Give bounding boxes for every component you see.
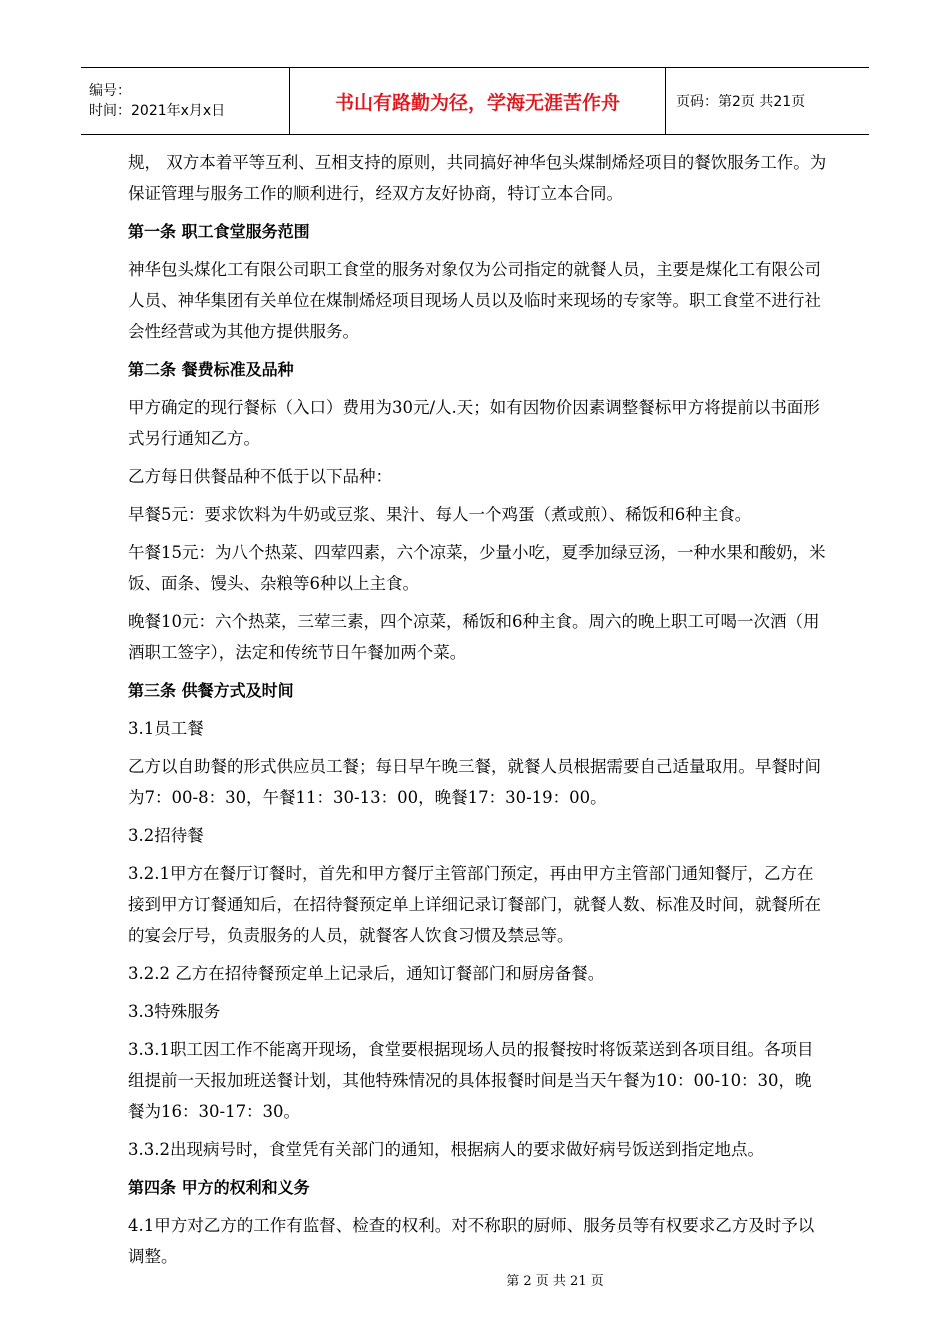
header-time-label: 时间：2021年x月x日 [89,103,226,119]
paragraph: 早餐5元：要求饮料为牛奶或豆浆、果汁、每人一个鸡蛋（煮或煎）、稀饭和6种主食。 [128,505,752,524]
page-footer: 第 2 页 共 21 页 [506,1274,604,1289]
paragraph: 乙方每日供餐品种不低于以下品种： [128,467,392,486]
paragraph: 乙方以自助餐的形式供应员工餐；每日早午晚三餐，就餐人员根据需要自己适量取用。早餐时间为7：00-8：30，午餐11：30-13：00，晚餐17：30-19：00。 [128,757,821,807]
document-body [128,147,828,1272]
paragraph: 3.1员工餐 [128,719,204,738]
paragraph: 规， 双方本着平等互利、互相支持的原则，共同搞好神华包头煤制烯烃项目的餐饮服务工作。为保证管理与服务工作的顺利进行，经双方友好协商，特订立本合同。 [128,153,827,203]
paragraph: 4.1甲方对乙方的工作有监督、检查的权利。对不称职的厨师、服务员等有权要求乙方及时予以调整。 [128,1216,815,1266]
paragraph: 神华包头煤化工有限公司职工食堂的服务对象仅为公司指定的就餐人员，主要是煤化工有限公司人员、神华集团有关单位在煤制烯烃项目现场人员以及临时来现场的专家等。职工食堂不进行社会性经营或为其他方提供服务。 [128,260,821,341]
section-heading: 第四条 甲方的权利和义务 [128,1178,310,1197]
paragraph: 3.2.1甲方在餐厅订餐时，首先和甲方餐厅主管部门预定，再由甲方主管部门通知餐厅，乙方在接到甲方订餐通知后，在招待餐预定单上详细记录订餐部门，就餐人数、标准及时间，就餐所在的宴会厅号，负责服务的人员，就餐客人饮食习惯及禁忌等。 [128,864,821,945]
paragraph: 甲方确定的现行餐标（入口）费用为30元/人.天；如有因物价因素调整餐标甲方将提前以书面形式另行通知乙方。 [128,398,820,448]
header-page-info: 页码：第2页 共21页 [676,94,806,110]
page-header [81,67,869,135]
paragraph: 3.3.1职工因工作不能离开现场，食堂要根据现场人员的报餐按时将饭菜送到各项目组。各项目组提前一天报加班送餐计划，其他特殊情况的具体报餐时间是当天午餐为10：00-10：30，晚餐为16：30-17：30。 [128,1040,814,1121]
header-meta [81,68,290,134]
header-number-label: 编号： [89,83,131,99]
paragraph: 3.2.2 乙方在招待餐预定单上记录后，通知订餐部门和厨房备餐。 [128,964,605,983]
header-motto: 书山有路勤为径，学海无涯苦作舟 [290,68,666,134]
paragraph: 晚餐10元：六个热菜，三荤三素，四个凉菜，稀饭和6种主食。周六的晚上职工可喝一次酒（用酒职工签字），法定和传统节日午餐加两个菜。 [128,612,820,662]
section-heading: 第二条 餐费标准及品种 [128,360,294,379]
section-heading: 第三条 供餐方式及时间 [128,681,294,700]
section-heading: 第一条 职工食堂服务范围 [128,222,310,241]
paragraph: 3.2招待餐 [128,826,204,845]
paragraph: 午餐15元：为八个热菜、四荤四素，六个凉菜，少量小吃，夏季加绿豆汤，一种水果和酸奶，米饭、面条、馒头、杂粮等6种以上主食。 [128,543,826,593]
paragraph: 3.3.2出现病号时，食堂凭有关部门的通知，根据病人的要求做好病号饭送到指定地点。 [128,1140,764,1159]
paragraph: 3.3特殊服务 [128,1002,221,1021]
